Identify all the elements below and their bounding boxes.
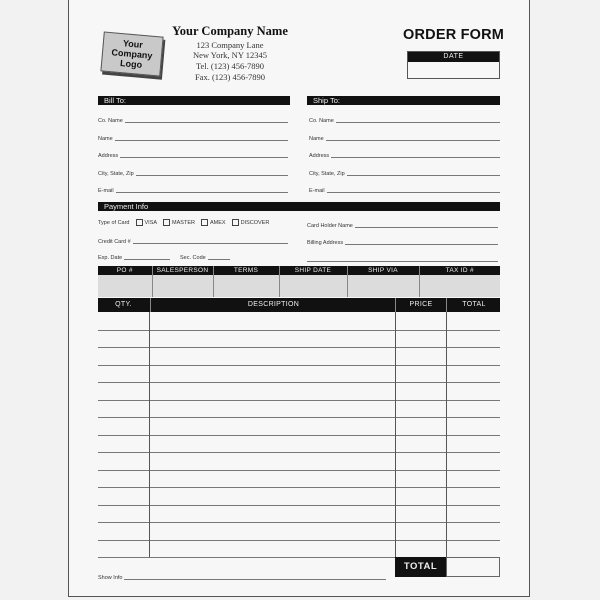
logo-text: Company: [111, 47, 153, 61]
sec-code-field[interactable]: Sec. Code: [180, 251, 230, 261]
description-header: DESCRIPTION: [150, 298, 396, 312]
date-label: DATE: [408, 52, 499, 62]
bill-to-company-field[interactable]: Co. Name: [98, 114, 288, 124]
grand-total-label: TOTAL: [395, 557, 446, 577]
item-row-line: [98, 347, 500, 348]
terms-header: TERMS: [213, 266, 279, 275]
bill-to-city-state-zip-field[interactable]: City, State, Zip: [98, 167, 288, 177]
total-column-divider: [446, 312, 447, 557]
date-field[interactable]: [408, 62, 499, 79]
bill-to-address-field[interactable]: Address: [98, 149, 288, 159]
order-info-table: [98, 266, 500, 297]
bill-to-section: [98, 114, 288, 194]
company-tel: Tel. (123) 456-7890: [195, 61, 265, 71]
logo-text: Your: [122, 38, 144, 50]
company-logo: [100, 31, 163, 76]
price-header: PRICE: [395, 298, 446, 312]
qty-column-divider: [149, 312, 150, 557]
ship-to-header: Ship To:: [307, 96, 500, 105]
credit-card-field[interactable]: Credit Card #: [98, 235, 288, 245]
billing-address-field-line2[interactable]: [307, 253, 498, 263]
show-info-field[interactable]: Show Info: [98, 571, 386, 581]
card-type-label: Type of Card: [98, 219, 130, 226]
exp-date-field[interactable]: Exp. Date: [98, 251, 170, 261]
bill-to-name-field[interactable]: Name: [98, 132, 288, 142]
company-address-line2: New York, NY 12345: [192, 50, 268, 60]
item-row-line: [98, 382, 500, 383]
qty-header: QTY.: [115, 301, 132, 308]
price-column-divider: [395, 312, 396, 557]
item-row-line: [98, 505, 500, 506]
item-row-line: [98, 400, 500, 401]
tax-id-cell[interactable]: [419, 275, 500, 297]
total-header: TOTAL: [446, 298, 501, 312]
payment-info-header: Payment Info: [98, 202, 500, 211]
item-row-line: [98, 522, 500, 523]
salesperson-cell[interactable]: [152, 275, 213, 297]
master-checkbox[interactable]: MASTER: [163, 219, 195, 226]
logo-text: Logo: [119, 58, 143, 70]
tax-id-header: TAX ID #: [419, 266, 500, 275]
card-type-row: [98, 219, 298, 226]
checkbox-icon: [136, 219, 143, 226]
discover-checkbox[interactable]: DISCOVER: [232, 219, 270, 226]
checkbox-icon: [201, 219, 208, 226]
ship-via-header: SHIP VIA: [347, 266, 419, 275]
item-row-line: [98, 540, 500, 541]
company-address-line1: 123 Company Lane: [196, 40, 264, 50]
item-row-line: [98, 365, 500, 366]
ship-to-address-field[interactable]: Address: [309, 149, 500, 159]
po-number-cell[interactable]: [98, 275, 152, 297]
po-number-header: PO #: [98, 266, 152, 275]
item-row-line: [98, 417, 500, 418]
ship-to-section: [309, 114, 500, 194]
ship-date-header: SHIP DATE: [279, 266, 347, 275]
card-holder-name-field[interactable]: Card Holder Name: [307, 219, 498, 229]
bill-to-email-field[interactable]: E-mail: [98, 184, 288, 194]
date-box: [407, 51, 500, 79]
salesperson-header: SALESPERSON: [152, 266, 213, 275]
item-row-line: [98, 470, 500, 471]
checkbox-icon: [163, 219, 170, 226]
grand-total-field[interactable]: [446, 557, 500, 577]
item-row-line: [98, 487, 500, 488]
item-row-line: [98, 452, 500, 453]
terms-cell[interactable]: [213, 275, 279, 297]
company-fax: Fax. (123) 456-7890: [194, 72, 266, 82]
ship-to-company-field[interactable]: Co. Name: [309, 114, 500, 124]
amex-checkbox[interactable]: AMEX: [201, 219, 226, 226]
company-name: Your Company Name: [172, 24, 288, 38]
ship-via-cell[interactable]: [347, 275, 419, 297]
visa-checkbox[interactable]: VISA: [136, 219, 158, 226]
billing-address-field[interactable]: Billing Address: [307, 236, 498, 246]
checkbox-icon: [232, 219, 239, 226]
ship-to-email-field[interactable]: E-mail: [309, 184, 500, 194]
bill-to-header: Bill To:: [98, 96, 290, 105]
items-table-header: [98, 298, 500, 312]
item-row-line: [98, 435, 500, 436]
ship-to-name-field[interactable]: Name: [309, 132, 500, 142]
ship-date-cell[interactable]: [279, 275, 347, 297]
form-title: ORDER FORM: [403, 27, 505, 43]
ship-to-city-state-zip-field[interactable]: City, State, Zip: [309, 167, 500, 177]
item-row-line: [98, 330, 500, 331]
